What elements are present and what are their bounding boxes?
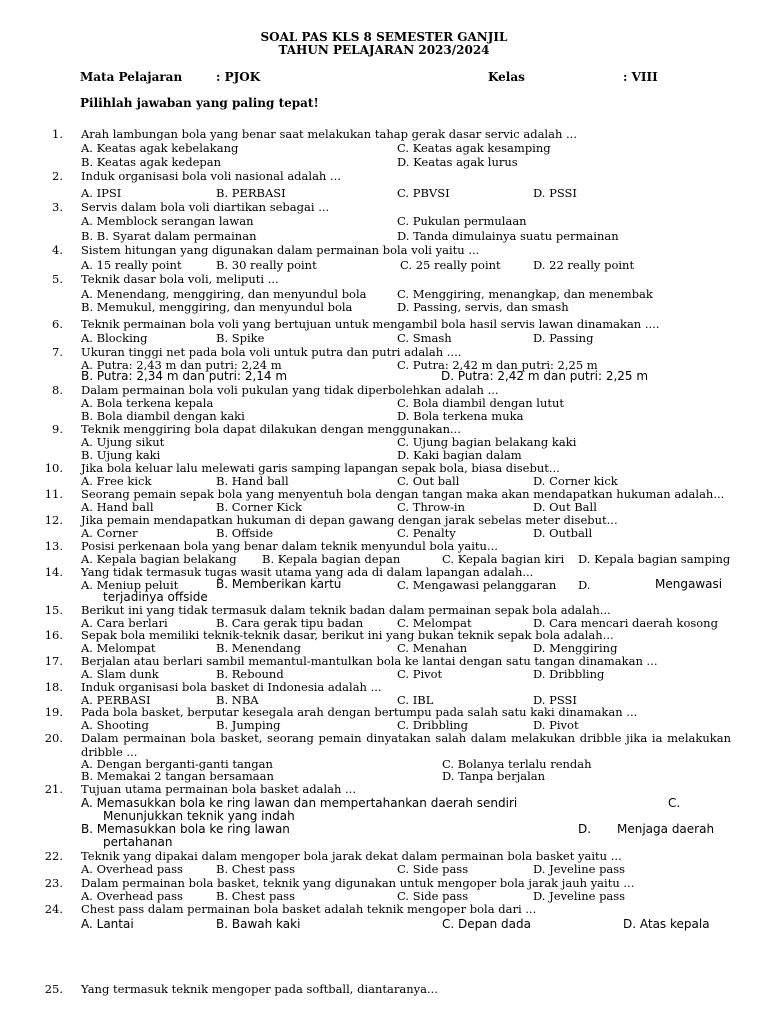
option: C. Depan dada	[442, 917, 531, 931]
option: A. PERBASI	[81, 693, 151, 707]
question: 2. Induk organisasi bola voli nasional adalah ...	[52, 169, 341, 183]
question: 23. Dalam permainan bola basket, teknik yang digunakan untuk mengoper bola jarak jauh yaitu ...	[44, 876, 635, 890]
option: D. Out Ball	[533, 500, 597, 514]
option: D. PSSI	[533, 693, 577, 707]
subject-label: Mata Pelajaran	[80, 70, 183, 84]
option: Mengawasi	[655, 577, 723, 591]
option: D. Jeveline pass	[533, 889, 626, 903]
option: A. Putra: 2,43 m dan putri: 2,24 m	[81, 358, 282, 372]
instruction: Pilihlah jawaban yang paling tepat!	[80, 96, 319, 110]
option: A. Corner	[81, 526, 138, 540]
option: C. IBL	[397, 693, 434, 707]
option: A. Overhead pass	[81, 889, 183, 903]
option: A. Cara berlari	[81, 616, 168, 630]
option: C. Pukulan permulaan	[397, 214, 527, 228]
question: 20. Dalam permainan bola basket, seorang pemain dinyatakan salah dalam melakukan dribble jika ia melakukan dribble ...	[44, 731, 731, 759]
option: C. PBVSI	[397, 186, 450, 200]
option: B. Jumping	[216, 718, 281, 732]
option: A. Memblock serangan lawan	[81, 214, 254, 228]
option-continued: pertahanan	[103, 835, 173, 849]
question: 12. Jika pemain mendapatkan hukuman di depan gawang dengan jarak sebelas meter disebut...	[44, 513, 618, 527]
option: D. PSSI	[533, 186, 577, 200]
option: B. Corner Kick	[216, 500, 303, 514]
option: A. Slam dunk	[81, 667, 159, 681]
option: A. Kepala bagian belakang	[81, 552, 237, 566]
question: 17. Berjalan atau berlari sambil memantul-mantulkan bola ke lantai dengan satu tangan dinamakan ...	[44, 654, 658, 668]
option: C. Kepala bagian kiri	[442, 552, 565, 566]
option: A. Blocking	[81, 331, 148, 345]
subject-value: : PJOK	[216, 70, 261, 84]
option: D. Tanda dimulainya suatu permainan	[397, 229, 619, 243]
option: D. Kepala bagian samping	[578, 552, 731, 566]
option: A. Overhead pass	[81, 862, 183, 876]
option: B. Offside	[216, 526, 274, 540]
option: D. Dribbling	[533, 667, 605, 681]
class-value: : VIII	[623, 70, 658, 84]
question: 4. Sistem hitungan yang digunakan dalam permainan bola voli yaitu ...	[52, 243, 480, 257]
option: B. Cara gerak tipu badan	[216, 616, 364, 630]
option: B. NBA	[216, 693, 259, 707]
option: A. Shooting	[81, 718, 149, 732]
option: A. Bola terkena kepala	[81, 396, 214, 410]
option: A. Dengan berganti-ganti tangan	[81, 757, 273, 771]
option: C. Side pass	[397, 889, 469, 903]
question: 10. Jika bola keluar lalu melewati garis samping lapangan sepak bola, biasa disebut...	[44, 461, 560, 475]
option: C. Smash	[397, 331, 452, 345]
option: B. 30 really point	[216, 258, 317, 272]
option: B. Memakai 2 tangan bersamaan	[81, 769, 274, 783]
option: A. Hand ball	[81, 500, 154, 514]
option: B. Keatas agak kedepan	[81, 155, 222, 169]
option: D. Menggiring	[533, 641, 618, 655]
option: C.	[668, 796, 681, 810]
option: A. Memasukkan bola ke ring lawan dan mempertahankan daerah sendiri	[81, 796, 518, 810]
option: D. Keatas agak lurus	[397, 155, 518, 169]
option: D. Tanpa berjalan	[442, 769, 546, 783]
option: B. Rebound	[216, 667, 284, 681]
option: A. Menendang, menggiring, dan menyundul bola	[81, 287, 367, 301]
option: D. Atas kepala	[623, 917, 710, 931]
option: D. Passing	[533, 331, 594, 345]
option: D. Pivot	[533, 718, 579, 732]
question: 6. Teknik permainan bola voli yang bertujuan untuk mengambil bola hasil servis lawan dinamakan ....	[52, 317, 660, 331]
option: C. Dribbling	[397, 718, 468, 732]
option: C. Side pass	[397, 862, 469, 876]
question: 7. Ukuran tinggi net pada bola voli untuk putra dan putri adalah ....	[52, 345, 462, 359]
option: C. Menahan	[397, 641, 468, 655]
option: C. Out ball	[397, 474, 460, 488]
exam-year: TAHUN PELAJARAN 2023/2024	[278, 43, 490, 57]
option: B. Ujung kaki	[81, 448, 161, 462]
question: 19. Pada bola basket, berputar kesegala arah dengan bertumpu pada salah satu kaki dinamakan ...	[44, 705, 638, 719]
option: A. Ujung sikut	[81, 435, 165, 449]
question: 3. Servis dalam bola voli diartikan sebagai ...	[52, 200, 330, 214]
option: B. Bola diambil dengan kaki	[81, 409, 245, 423]
option: C. Bolanya terlalu rendah	[442, 757, 592, 771]
question: 18. Induk organisasi bola basket di Indonesia adalah ...	[44, 680, 382, 694]
question: 1. Arah lambungan bola yang benar saat melakukan tahap gerak dasar servic adalah ...	[52, 127, 577, 141]
option: B. Bawah kaki	[216, 917, 301, 931]
exam-title: SOAL PAS KLS 8 SEMESTER GANJIL	[260, 30, 508, 44]
question: 15. Berikut ini yang tidak termasuk dalam teknik badan dalam permainan sepak bola adalah...	[44, 603, 611, 617]
question: 13. Posisi perkenaan bola yang benar dalam teknik menyundul bola yaitu...	[44, 539, 498, 553]
option: B. Memberikan kartu	[216, 577, 342, 591]
question: 9. Teknik menggiring bola dapat dilakukan dengan menggunakan...	[52, 422, 461, 436]
class-label: Kelas	[488, 70, 525, 84]
option: D. Corner kick	[533, 474, 618, 488]
option: B. Hand ball	[216, 474, 289, 488]
option: C. Melompat	[397, 616, 472, 630]
question: 24. Chest pass dalam permainan bola basket adalah teknik mengoper bola dari ...	[44, 902, 537, 916]
option: C. Putra: 2,42 m dan putri: 2,25 m	[397, 358, 598, 372]
question: 8. Dalam permainan bola voli pukulan yang tidak diperbolehkan adalah ...	[52, 383, 499, 397]
option: D. Bola terkena muka	[397, 409, 524, 423]
question: 16. Sepak bola memiliki teknik-teknik dasar, berikut ini yang bukan teknik sepak bola adalah...	[44, 628, 614, 642]
option: C. Penalty	[397, 526, 456, 540]
option: D.	[578, 822, 592, 836]
option: B. Kepala bagian depan	[262, 552, 401, 566]
question: 5. Teknik dasar bola voli, meliputi ...	[52, 272, 279, 286]
option: A. Melompat	[81, 641, 156, 655]
option: B. Menendang	[216, 641, 301, 655]
option: C. Keatas agak kesamping	[397, 141, 551, 155]
option: A. IPSI	[81, 186, 122, 200]
option: B. B. Syarat dalam permainan	[81, 229, 257, 243]
option: D. Passing, servis, dan smash	[397, 300, 569, 314]
option: C. Bola diambil dengan lutut	[397, 396, 565, 410]
option: C. Menggiring, menangkap, dan menembak	[397, 287, 653, 301]
option: D. 22 really point	[533, 258, 635, 272]
option: B. Memukul, menggiring, dan menyundul bola	[81, 300, 353, 314]
question: 22. Teknik yang dipakai dalam mengoper bola jarak dekat dalam permainan bola basket yaitu ...	[44, 849, 622, 863]
option: B. PERBASI	[216, 186, 286, 200]
option: A. Keatas agak kebelakang	[81, 141, 239, 155]
option-continued: Menunjukkan teknik yang indah	[103, 809, 295, 823]
option: A. Lantai	[81, 917, 134, 931]
option: B. Chest pass	[216, 889, 295, 903]
option: D. Cara mencari daerah kosong	[533, 616, 718, 630]
option: D. Outball	[533, 526, 593, 540]
option: C. Throw-in	[397, 500, 466, 514]
option: C. 25 really point	[400, 258, 501, 272]
question: 14. Yang tidak termasuk tugas wasit utama yang ada di dalam lapangan adalah...	[44, 565, 534, 579]
question: 21. Tujuan utama permainan bola basket adalah ...	[44, 782, 356, 796]
option: A. Free kick	[81, 474, 152, 488]
option: D.	[578, 578, 591, 592]
option-continued: terjadinya offside	[103, 590, 208, 604]
option: D. Kaki bagian dalam	[397, 448, 522, 462]
option: C. Ujung bagian belakang kaki	[397, 435, 577, 449]
option: D. Jeveline pass	[533, 862, 626, 876]
option: B. Memasukkan bola ke ring lawan	[81, 822, 290, 836]
option: D. Putra: 2,42 m dan putri: 2,25 m	[441, 369, 649, 383]
option: B. Chest pass	[216, 862, 295, 876]
option: A. Meniup peluit	[81, 578, 179, 592]
question: 11. Seorang pemain sepak bola yang menyentuh bola dengan tangan maka akan mendapatkan hukuman adalah...	[44, 487, 725, 501]
option: C. Mengawasi pelanggaran	[397, 578, 557, 592]
option: Menjaga daerah	[617, 822, 715, 836]
option: B. Putra: 2,34 m dan putri: 2,14 m	[81, 369, 288, 383]
option: B. Spike	[216, 331, 265, 345]
option: C. Pivot	[397, 667, 443, 681]
question: 25. Yang termasuk teknik mengoper pada softball, diantaranya...	[44, 982, 438, 996]
option: A. 15 really point	[81, 258, 182, 272]
